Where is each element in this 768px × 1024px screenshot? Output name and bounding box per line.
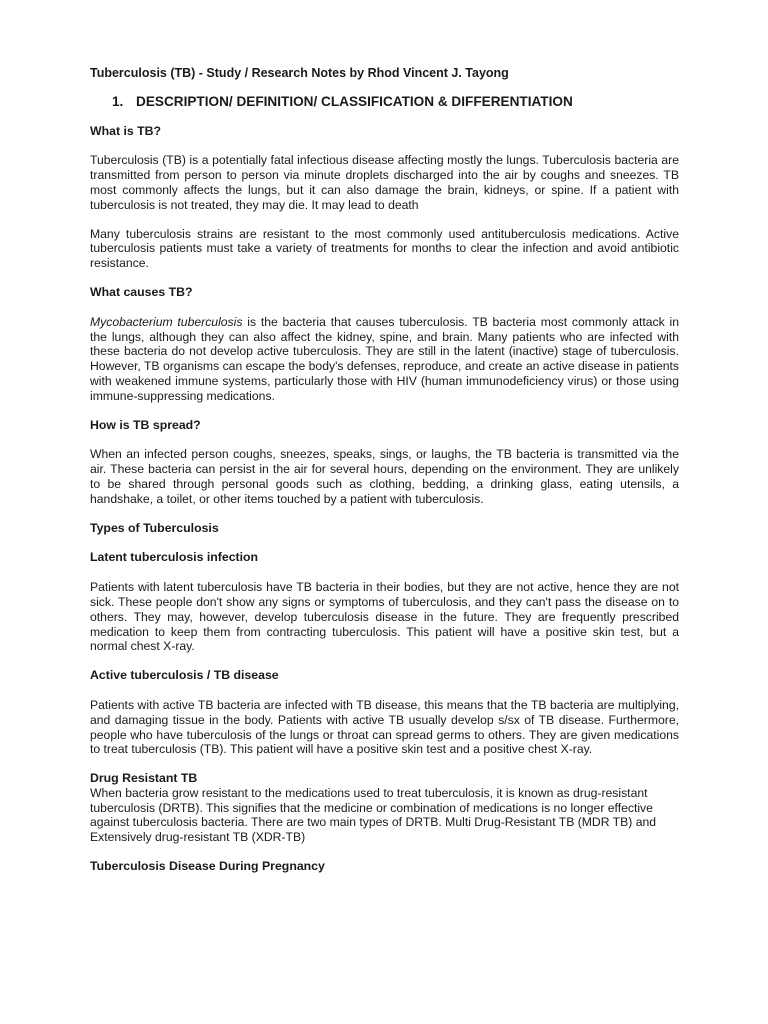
section-title: DESCRIPTION/ DEFINITION/ CLASSIFICATION & DIFFERENTIATION bbox=[136, 93, 573, 109]
paragraph-what-causes-tb bbox=[90, 315, 679, 404]
heading-latent-tb: Latent tuberculosis infection bbox=[90, 550, 259, 565]
heading-types-of-tb: Types of Tuberculosis bbox=[90, 520, 219, 535]
paragraph-what-is-tb-2: Many tuberculosis strains are resistant to the most commonly used antituberculosis medications. Active tuberculosis patients must take a variety of treatments for months to clear the infection and avoid antibiotic resistance. bbox=[90, 226, 679, 271]
heading-what-is-tb: What is TB? bbox=[90, 123, 162, 138]
heading-active-tb: Active tuberculosis / TB disease bbox=[90, 668, 279, 683]
paragraph-active-tb: Patients with active TB bacteria are infected with TB disease, this means that the TB bacteria are multiplying, and damaging tissue in the body. Patients with active TB usually develop s/sx of TB disease. Furthermore, people who have tuberculosis of the lungs or throat can spread germs to others. They are given medications to treat tuberculosis (TB). This patient will have a positive skin test and a positive chest X-ray. bbox=[90, 697, 679, 757]
paragraph-causes-text: is the bacteria that causes tuberculosis. TB bacteria most commonly attack in the lungs, although they can also affect the kidney, spine, and brain. Many patients who are infected with these bacteria do not develop active tuberculosis. They are still in the latent (inactive) stage of tuberculosis. However, TB organisms can escape the body's defenses, reproduce, and create an active disease in patients with weakened immune systems, particularly those with HIV (human immunodeficiency virus) or those using immune-suppressing medications. bbox=[90, 314, 679, 403]
heading-what-causes-tb: What causes TB? bbox=[90, 284, 193, 299]
document-page bbox=[90, 66, 679, 889]
heading-tb-pregnancy: Tuberculosis Disease During Pregnancy bbox=[90, 859, 325, 874]
paragraph-what-is-tb-1: Tuberculosis (TB) is a potentially fatal infectious disease affecting mostly the lungs. Tuberculosis bacteria are transmitted from person to person via minute droplets discharged into the air by coughs and sneezes. TB most commonly affects the lungs, but it can also damage the brain, kidneys, or spine. If a patient with tuberculosis is not treated, they may die. It may lead to death bbox=[90, 153, 679, 212]
paragraph-latent-tb: Patients with latent tuberculosis have TB bacteria in their bodies, but they are not active, hence they are not sick. These people don't show any signs or symptoms of tuberculosis, and they can't pass the disease on to others. They may, however, develop tuberculosis disease in the future. They are frequently prescribed medication to keep them from contracting tuberculosis. This patient will have a positive skin test, but a normal chest X-ray. bbox=[90, 580, 679, 654]
paragraph-drug-resistant-tb: When bacteria grow resistant to the medications used to treat tuberculosis, it is known as drug-resistant tuberculosis (DRTB). This signifies that the medicine or combination of medications is no longer effective against tuberculosis bacteria. There are two main types of DRTB. Multi Drug-Resistant TB (MDR TB) and Extensively drug-resistant TB (XDR-TB) bbox=[90, 785, 657, 845]
section-heading bbox=[90, 95, 679, 110]
section-number: 1. bbox=[112, 93, 124, 109]
heading-drug-resistant-tb: Drug Resistant TB bbox=[90, 771, 198, 786]
paragraph-how-tb-spread: When an infected person coughs, sneezes, speaks, sings, or laughs, the TB bacteria is transmitted via the air. These bacteria can persist in the air for several hours, depending on the environment. They are unlikely to be shared through personal goods such as clothing, bedding, a drinking glass, eating utensils, a handshake, a toilet, or other items touched by a patient with tuberculosis. bbox=[90, 447, 679, 506]
italic-species-name: Mycobacterium tuberculosis bbox=[90, 314, 243, 329]
document-title: Tuberculosis (TB) - Study / Research Notes by Rhod Vincent J. Tayong bbox=[90, 66, 509, 80]
heading-how-tb-spread: How is TB spread? bbox=[90, 417, 201, 432]
